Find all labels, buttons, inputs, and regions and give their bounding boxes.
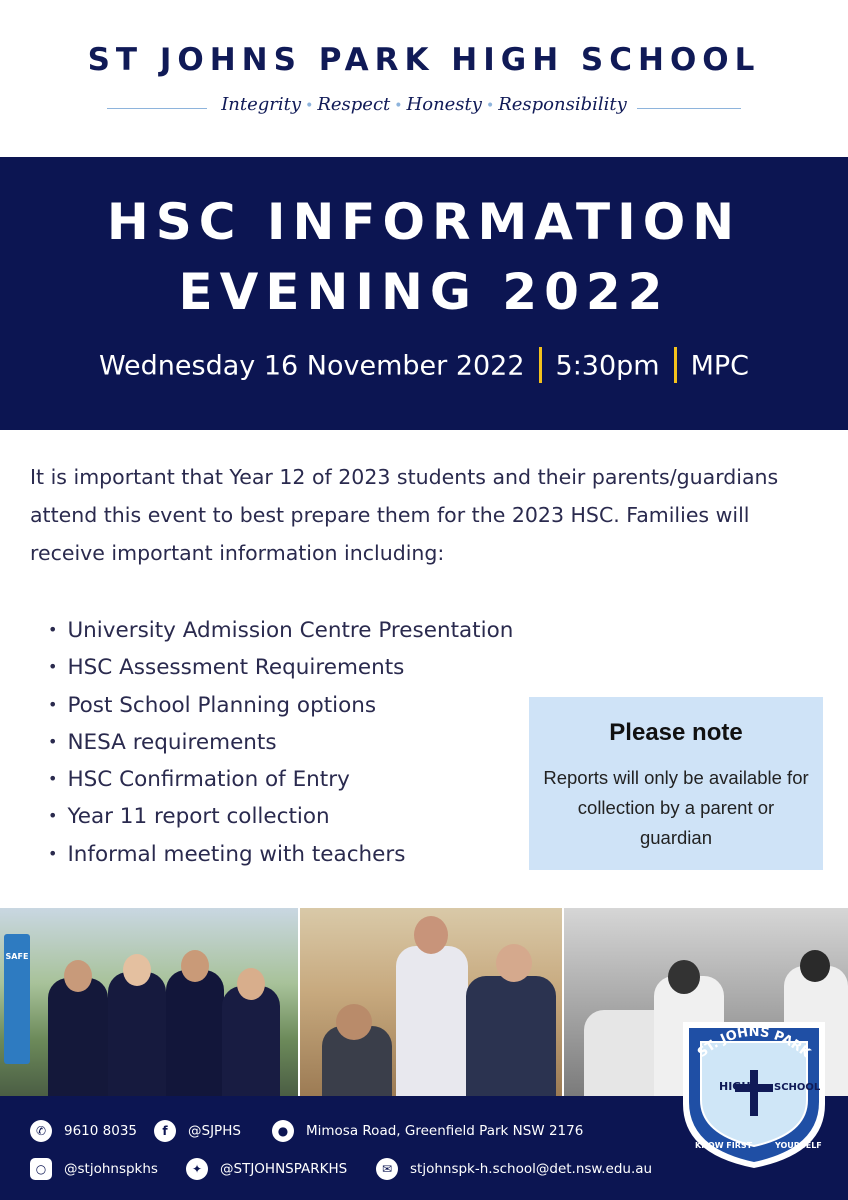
teacher-figure <box>396 946 468 1096</box>
list-item: • Post School Planning options <box>48 690 513 727</box>
student-head <box>668 960 700 994</box>
list-item: • University Admission Centre Presentation <box>48 615 513 652</box>
list-item: • Year 11 report collection <box>48 801 513 838</box>
twitter-contact[interactable] <box>186 1158 347 1180</box>
student-head <box>237 968 265 1000</box>
dot-separator: • <box>485 98 495 114</box>
dot-separator: • <box>305 98 314 114</box>
student-head <box>181 950 209 982</box>
event-venue: MPC <box>690 350 750 382</box>
parent-figure <box>466 976 556 1096</box>
facebook-handle[interactable]: @SJPHS <box>188 1123 241 1139</box>
separator-bar <box>539 347 542 383</box>
divider-left <box>107 108 207 109</box>
photo-students <box>0 908 298 1096</box>
teacher-head <box>414 916 448 954</box>
note-text: Reports will only be available for collection by a parent or guardian <box>543 767 809 848</box>
child-head <box>336 1004 372 1040</box>
crest-cross-vertical <box>750 1070 758 1116</box>
separator-bar <box>674 347 677 383</box>
phone-icon: ✆ <box>30 1120 52 1142</box>
student-figure <box>108 972 166 1096</box>
phone-contact <box>30 1120 137 1142</box>
school-values <box>0 94 848 124</box>
address-text: Mimosa Road, Greenfield Park NSW 2176 <box>306 1123 584 1139</box>
crest-word-school: SCHOOL <box>774 1082 821 1093</box>
address-contact <box>272 1120 583 1142</box>
value-respect: Respect <box>317 94 391 115</box>
list-item: • NESA requirements <box>48 727 513 764</box>
value-integrity: Integrity <box>221 94 302 115</box>
facebook-contact[interactable] <box>154 1120 241 1142</box>
value-responsibility: Responsibility <box>498 94 627 115</box>
phone-number: 9610 8035 <box>64 1123 138 1139</box>
parent-head <box>496 944 532 982</box>
photo-meeting <box>300 908 562 1096</box>
event-date: Wednesday 16 November 2022 <box>98 350 525 382</box>
list-item: • HSC Assessment Requirements <box>48 652 513 689</box>
twitter-icon: ✦ <box>186 1158 208 1180</box>
crest-motto-right: YOURSELF <box>775 1141 822 1150</box>
event-title-line2: EVENING 2022 <box>178 263 670 321</box>
student-figure <box>48 978 108 1096</box>
crest-motto-left: KNOW FIRST <box>695 1141 753 1150</box>
student-head <box>123 954 151 986</box>
student-head <box>800 950 830 982</box>
location-pin-icon: ● <box>272 1120 294 1142</box>
crest-word-high: HIGH <box>719 1080 751 1093</box>
school-crest <box>675 1012 833 1172</box>
event-time: 5:30pm <box>555 350 660 382</box>
event-title-line1: HSC INFORMATION <box>106 193 742 251</box>
note-title: Please note <box>609 719 743 746</box>
instagram-contact[interactable] <box>30 1158 158 1180</box>
email-address[interactable]: stjohnspk-h.school@det.nsw.edu.au <box>410 1161 653 1177</box>
intro-paragraph: It is important that Year 12 of 2023 students and their parents/guardians attend this event to best prepare them for the 2023 HSC. Families will receive important information including: <box>30 465 779 565</box>
instagram-handle[interactable]: @stjohnspkhs <box>64 1161 158 1177</box>
school-name: ST JOHNS PARK HIGH SCHOOL <box>87 42 761 78</box>
dot-separator: • <box>394 98 403 114</box>
values-text <box>212 94 636 115</box>
divider-right <box>637 108 741 109</box>
info-list <box>48 615 513 876</box>
twitter-handle[interactable]: @STJOHNSPARKHS <box>220 1161 348 1177</box>
please-note-box <box>529 697 823 870</box>
page-header <box>0 0 848 157</box>
student-figure <box>166 970 224 1096</box>
instagram-icon: ○ <box>30 1158 52 1180</box>
list-item: • Informal meeting with teachers <box>48 839 513 876</box>
student-figure <box>222 986 280 1096</box>
event-banner <box>0 157 848 430</box>
safe-sign: SAFE <box>4 934 30 1064</box>
event-details <box>0 349 848 385</box>
email-icon: ✉ <box>376 1158 398 1180</box>
value-honesty: Honesty <box>406 94 482 115</box>
list-item: • HSC Confirmation of Entry <box>48 764 513 801</box>
crest-top-text: ST. JOHNS PARK <box>694 1024 813 1061</box>
email-contact[interactable] <box>376 1158 652 1180</box>
student-head <box>64 960 92 992</box>
facebook-icon: f <box>154 1120 176 1142</box>
